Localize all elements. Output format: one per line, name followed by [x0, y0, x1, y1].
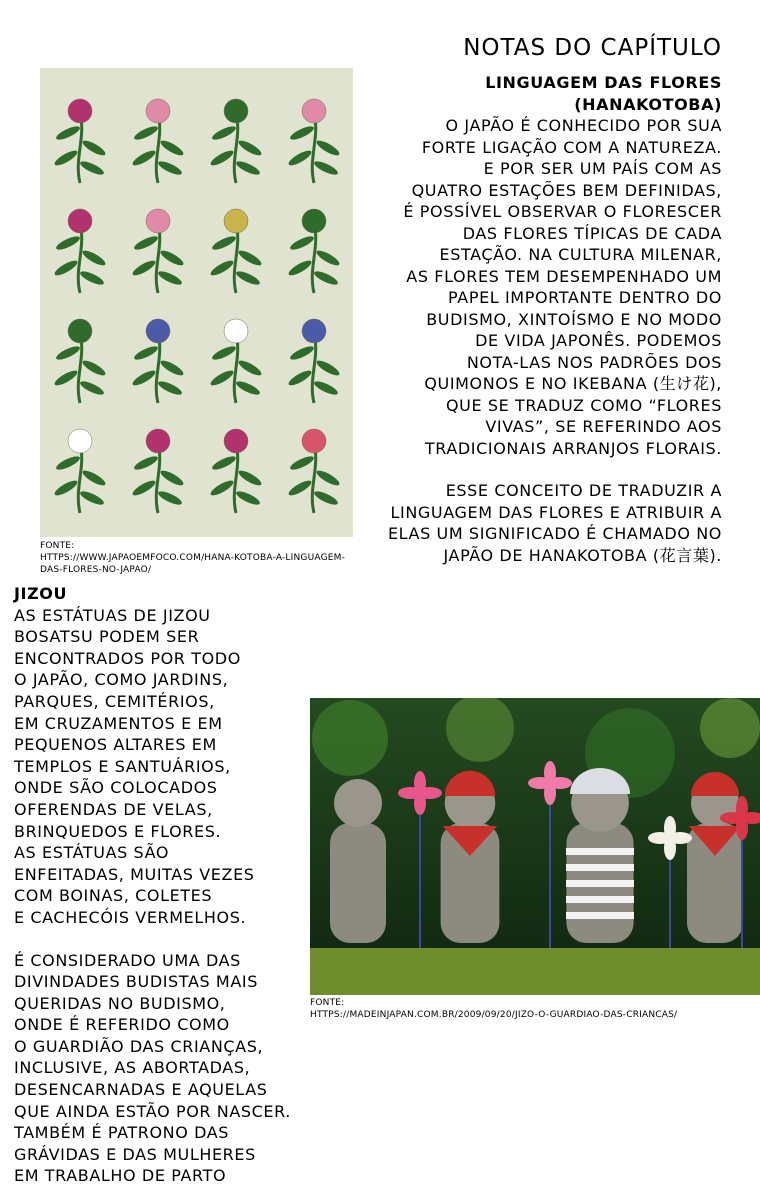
flower-image-source: FONTE: HTTPS://WWW.JAPAOEMFOCO.COM/HANA-KOTOBA-A-LINGUAGEM- DAS-FLORES-NO-JAPAO/: [40, 541, 346, 575]
jizou-paragraph-2: É CONSIDERADO UMA DAS DIVINDADES BUDISTAS MAIS QUERIDAS NO BUDISMO, ONDE É REFERIDO COMO O GUARDIÃO DAS CRIANÇAS, INCLUSIVE, AS ABORTADAS, DESENCARNADAS E AQUELAS QUE AINDA ESTÃO POR NASCER. TAMBÉM É PATRONO DAS GRÁVIDAS E DAS MULHERES EM TRABALHO DE PARTO: [14, 950, 291, 1186]
jizo-statue: [330, 779, 386, 943]
jizo-image-source: FONTE: HTTPS://MADEINJAPAN.COM.BR/2009/09/20/JIZO-O-GUARDIAO-DAS-CRIANCAS/: [310, 998, 678, 1020]
hanakotoba-title: LINGUAGEM DAS FLORES (HANAKOTOBA): [485, 73, 722, 114]
hanakotoba-section: [372, 72, 722, 566]
jizou-title: JIZOU: [14, 584, 68, 603]
flower-language-illustration: [40, 68, 353, 537]
jizo-statue: [566, 768, 634, 943]
jizo-statue: [441, 771, 500, 943]
jizo-statue: [687, 772, 743, 943]
jizo-statues-photo: [310, 698, 760, 995]
jizou-paragraph-1: AS ESTÁTUAS DE JIZOU BOSATSU PODEM SER ENCONTRADOS POR TODO O JAPÃO, COMO JARDINS, PARQUES, CEMITÉRIOS, EM CRUZAMENTOS E EM PEQUENOS ALTARES EM TEMPLOS E SANTUÁRIOS, ONDE SÃO COLOCADOS OFERENDAS DE VELAS, BRINQUEDOS E FLORES. AS ESTÁTUAS SÃO ENFEITADAS, MUITAS VEZES COM BOINAS, COLETES E CACHECÓIS VERMELHOS.: [14, 605, 255, 927]
hanakotoba-paragraph-2: ESSE CONCEITO DE TRADUZIR A LINGUAGEM DAS FLORES E ATRIBUIR A ELAS UM SIGNIFICADO É CHAMADO NO JAPÃO DE HANAKOTOBA (花言葉).: [387, 481, 722, 565]
page-title: NOTAS DO CAPÍTULO: [463, 35, 722, 62]
hanakotoba-paragraph-1: O JAPÃO É CONHECIDO POR SUA FORTE LIGAÇÃO COM A NATUREZA. E POR SER UM PAÍS COM AS QUATRO ESTAÇÕES BEM DEFINIDAS, É POSSÍVEL OBSERVAR O FLORESCER DAS FLORES TÍPICAS DE CADA ESTAÇÃO. NA CULTURA MILENAR, AS FLORES TEM DESEMPENHADO UM PAPEL IMPORTANTE DENTRO DO BUDISMO, XINTOÍSMO E NO MODO DE VIDA JAPONÊS. PODEMOS NOTA-LAS NOS PADRÕES DOS QUIMONOS E NO IKEBANA (生け花), QUE SE TRADUZ COMO “FLORES VIVAS”, SE REFERINDO AOS TRADICIONAIS ARRANJOS FLORAIS.: [403, 116, 722, 458]
jizou-section: [14, 583, 314, 1187]
